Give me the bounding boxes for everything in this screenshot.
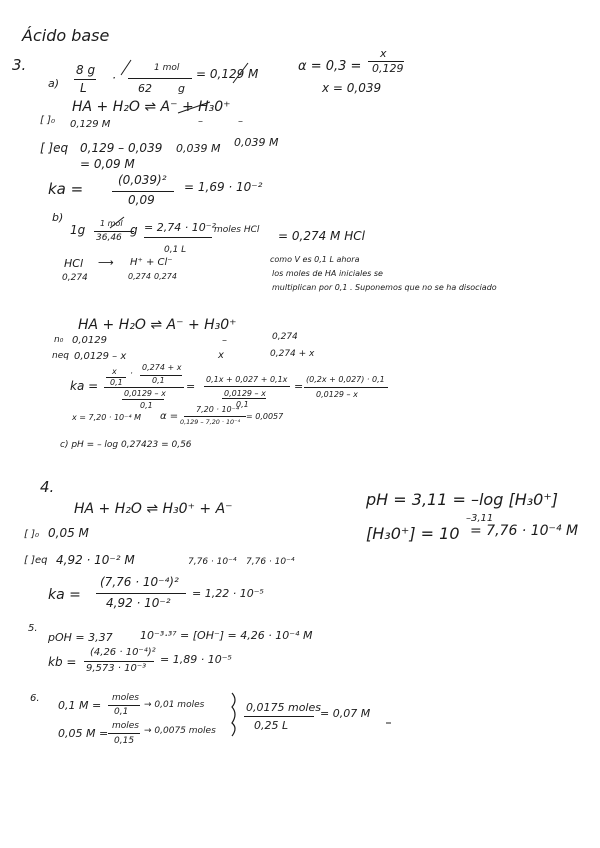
fraction-denominator: 0,129 – 7,20 · 10⁻⁴ [180,418,241,426]
x-result: x = 0,039 [322,81,382,95]
fraction-denominator: g [178,82,185,95]
dissociation-left: HCl [64,257,84,270]
row-label-equilibrium: [ ]eq [40,141,69,155]
fraction-denominator: 0,0129 – x [124,389,166,398]
equilibrium-a: 7,76 · 10⁻⁴ [246,557,295,567]
fraction-denominator: 9,573 · 10⁻³ [86,663,147,674]
fraction-bar [128,78,192,79]
fraction-denominator: 62 [138,82,152,95]
equals: = [294,380,304,393]
fraction-denominator: 0,25 L [254,719,289,732]
row-label-initial: [ ]₀ [40,115,55,126]
fraction-numerator: moles [112,721,139,731]
row-prefix: 0,05 M = [58,727,109,740]
fraction-numerator: 0,1x + 0,027 + 0,1x [206,375,288,384]
result: = 0,274 M HCl [278,229,365,243]
problem-number-6: 6. [30,693,40,704]
equals: = [186,380,196,393]
mass-lead: 1g [70,223,86,237]
fraction-bar [108,705,140,706]
fraction-denominator: 4,92 · 10⁻² [106,596,171,610]
fraction-bar [74,79,96,80]
fraction-denominator: 0,15 [114,736,135,746]
fraction-bar [222,398,266,399]
oh-equation: 10⁻³·³⁷ = [OH⁻] = 4,26 · 10⁻⁴ M [140,629,313,642]
fraction-denominator: 0,129 [372,62,404,75]
fraction-denominator: 36,46 [96,233,122,243]
equilibrium-value: 0,039 M [176,142,221,155]
fraction-bar [244,716,314,717]
n0-h3o: 0,274 [272,332,298,342]
problem-number-3: 3. [12,56,27,74]
dash: – [198,116,203,127]
ka-label: ka = [48,180,84,198]
fraction-bar [112,191,174,192]
note-line: los moles de HA iniciales se [272,269,383,278]
fraction-denominator: 0,1 [152,376,165,385]
alpha-equation: α = 0,3 = [298,59,362,74]
fraction-numerator: 8 g [76,63,96,77]
fraction-numerator: 0,274 + x [142,363,182,372]
fraction-numerator: (0,2x + 0,027) · 0,1 [306,375,385,384]
multiply-dot: · [130,369,133,379]
x-result: x = 7,20 · 10⁻⁴ M [72,413,142,422]
h3o-result: = 7,76 · 10⁻⁴ M [470,523,579,539]
moles-label: moles HCl [214,225,260,235]
fraction-denominator: L [80,81,87,95]
part-a-label: a) [48,77,60,90]
initial-value: 0,129 M [70,119,111,130]
row-label-initial: [ ]₀ [24,529,39,540]
n0-value: 0,0129 [72,335,107,346]
fraction-denominator: 0,09 [128,193,155,207]
fraction-bar [108,733,140,734]
fraction-bar [144,237,212,238]
fraction-bar [184,416,246,417]
equilibrium-value: 0,129 – 0,039 [80,141,163,155]
note-line: multiplican por 0,1 . Suponemos que no se ha disociado [272,283,497,292]
part-c-text: c) pH = – log 0,27423 = 0,56 [60,440,192,450]
total-result: = 0,07 M [320,707,371,720]
fraction-numerator: (4,26 · 10⁻⁴)² [90,647,156,658]
ph-equation: pH = 3,11 = –log [H₃0⁺] [366,490,558,509]
cancel-g-stroke [121,60,131,75]
fraction-numerator: (0,039)² [118,173,167,187]
fraction-bar [84,661,154,662]
alpha-label: α = [160,411,179,422]
problem-number-5: 5. [28,623,38,634]
multiply-dot: · [112,71,116,85]
reaction-equation: HA + H₂O ⇌ A⁻ + H₃0⁺ [72,99,231,115]
fraction-numerator: = 2,74 · 10⁻² [144,221,216,234]
row-label-neq: neq [52,351,69,361]
equilibrium-h3o: 7,76 · 10⁻⁴ [188,557,237,567]
result: = 0,129 M [196,67,259,81]
fraction-bar [204,386,290,387]
fraction-numerator: 1 mol [100,219,123,228]
fraction-bar [304,387,388,388]
fraction-denominator: 0,1 [110,378,123,387]
row-label-n0: n₀ [54,335,64,345]
neq-h3o: 0,274 + x [270,349,315,359]
equilibrium-result: = 0,09 M [80,157,135,171]
fraction-numerator: x [380,47,387,60]
fraction-numerator: x [112,367,117,376]
fraction-numerator: 1 mol [154,63,180,73]
page-title: Ácido base [22,26,110,45]
alpha-result: = 0,0057 [246,412,284,421]
reaction-equation: HA + H₂O ⇌ A⁻ + H₃0⁺ [78,317,237,333]
row-prefix: 0,1 M = [58,699,102,712]
fraction-numerator: (7,76 · 10⁻⁴)² [100,575,179,589]
fraction-numerator: 7,20 · 10⁻⁴ [196,405,240,414]
equilibrium-value: 0,039 M [234,136,279,149]
ka-label: ka = [70,379,99,393]
kb-result: = 1,89 · 10⁻⁵ [160,653,232,666]
fraction-denominator: 0,0129 – x [224,389,266,398]
dash: – [222,335,227,346]
dissociation-value: 0,274 [128,272,151,281]
fraction-denominator: 0,0129 – x [316,390,358,399]
dash: – [238,116,243,127]
row-label-equilibrium: [ ]eq [24,555,48,566]
neq-x: x [218,350,224,361]
fraction-bar [96,593,186,594]
row-result: → 0,01 moles [144,700,205,710]
h3o-equation: [H₃0⁺] = 10 [366,524,460,543]
ka-result: = 1,69 · 10⁻² [184,180,263,194]
problem-number-4: 4. [40,478,55,496]
exponent: –3,11 [466,513,494,524]
fraction-bar [94,231,134,232]
arrow: ⟶ [98,256,114,269]
fraction-bar [104,387,184,388]
ka-label: ka = [48,587,81,603]
part-b-label: b) [52,211,64,224]
fraction-denominator: 0,1 [236,400,249,409]
dissociation-value: 0,274 [154,272,177,281]
poh-value: pOH = 3,37 [48,631,113,644]
dissociation-value: 0,274 [62,273,88,283]
fraction-bar [122,399,164,400]
fraction-numerator: 0,0175 moles [246,701,321,714]
reaction-equation: HA + H₂O ⇌ H₃0⁺ + A⁻ [74,501,233,517]
fraction-numerator: moles [112,693,139,703]
kb-label: kb = [48,655,77,669]
note-line: como V es 0,1 L ahora [270,255,360,264]
fraction-denominator: 0,1 L [164,245,187,255]
initial-value: 0,05 M [48,526,89,540]
fraction-denominator: 0,1 [114,707,129,717]
ka-result: = 1,22 · 10⁻⁵ [192,587,264,600]
neq-value: 0,0129 – x [74,351,127,362]
unit-g: g [130,223,138,237]
brace [232,693,235,736]
fraction-denominator: 0,1 [140,401,153,410]
equilibrium-value: 4,92 · 10⁻² M [56,553,135,567]
dissociation-right: H⁺ + Cl⁻ [130,257,173,268]
row-result: → 0,0075 moles [144,726,216,736]
